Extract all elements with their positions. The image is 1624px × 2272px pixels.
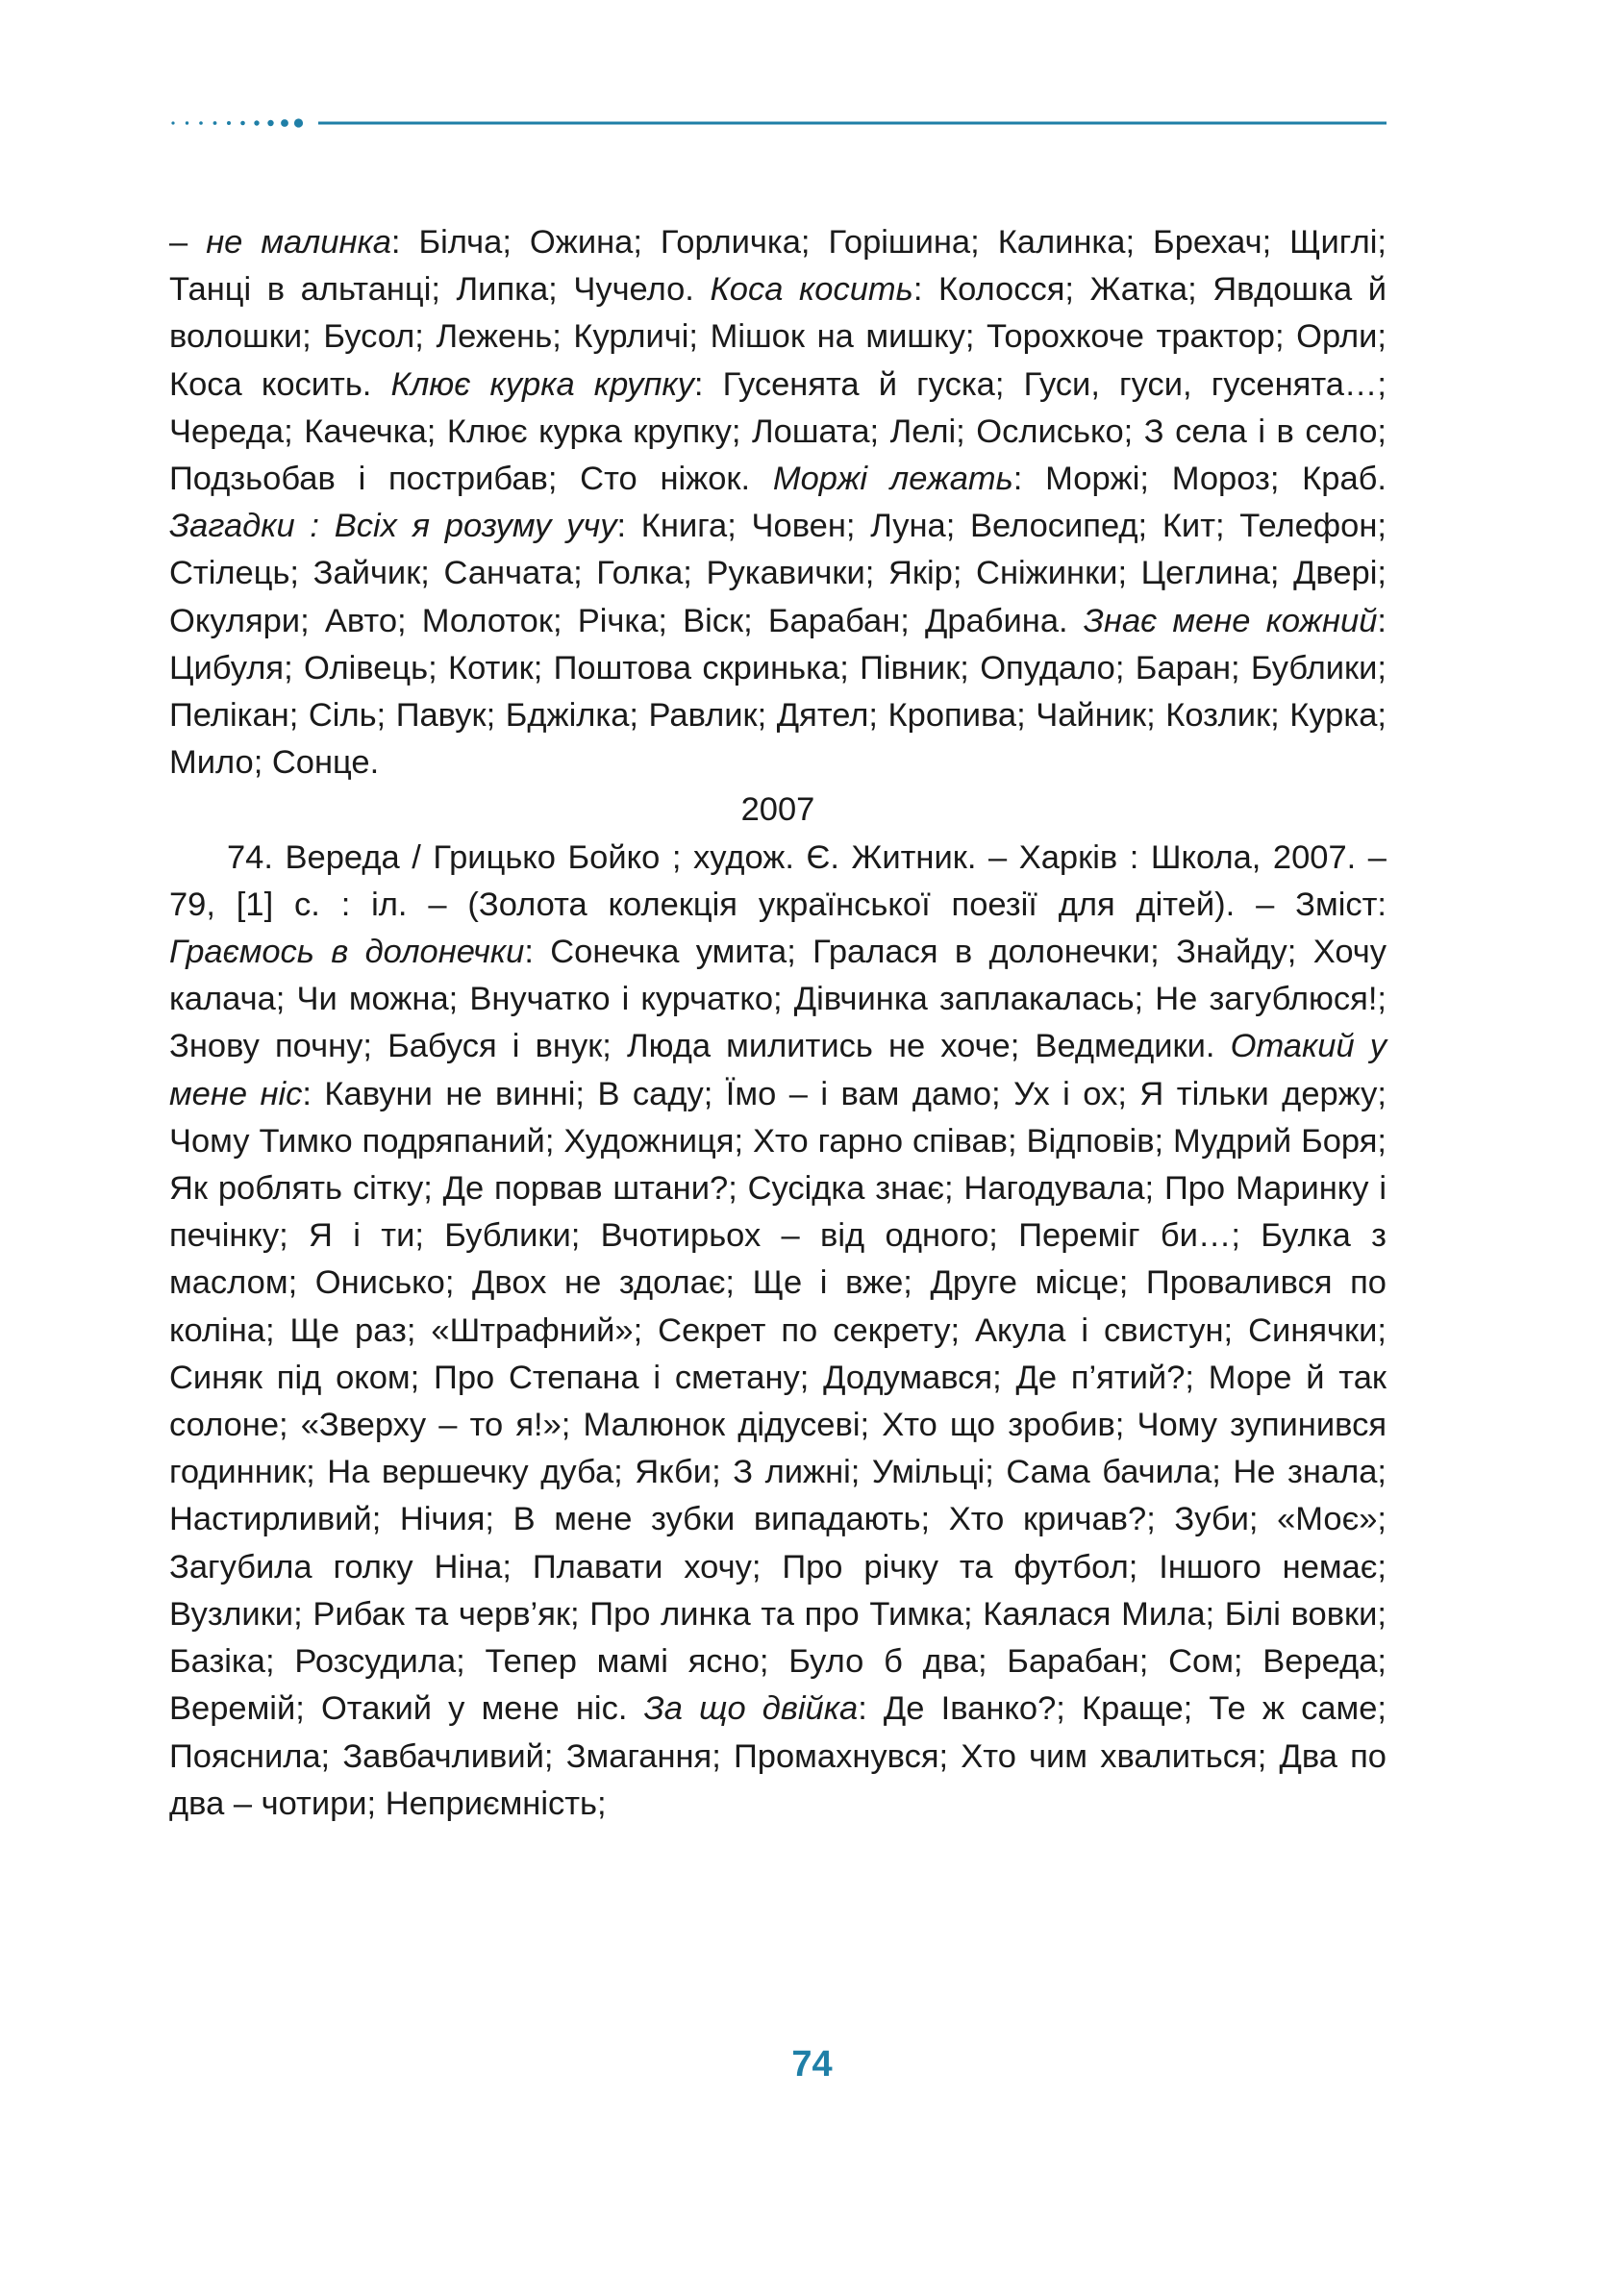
page-number: 74 xyxy=(791,2044,833,2085)
text-run: : Колосся; Жатка; Явдошка й волошки; Бусол; Лежень; Курличі; Мішок на мишку; Торохкоче трактор; Орли; Коса косить. xyxy=(169,271,1387,403)
section-title: Загадки : Всіх я розуму учу xyxy=(169,508,617,545)
text-run: : Сонечка умита; Гралася в долонечки; Знайду; Хочу калача; Чи можна; Внучатко і курчатко; Дівчинка заплакалась; Не загублюся!; Знову почну; Бабуся і внук; Люда милитись не хоче; Ведмедики. xyxy=(169,934,1387,1065)
text-run: : Де Іванко?; Краще; Те ж саме; Пояснила; Завбачливий; Змагання; Промахнувся; Хто чим хвалиться; Два по два – чотири; Неприємність; xyxy=(169,1690,1387,1822)
year-heading: 2007 xyxy=(740,791,815,829)
decorative-dot xyxy=(254,120,259,125)
header-dotted-rule xyxy=(169,117,1387,129)
entry-73-tail xyxy=(169,219,1387,786)
decorative-dot xyxy=(267,120,273,126)
section-title: не малинка xyxy=(206,224,391,261)
entry-74 xyxy=(169,835,1387,1828)
text-run: – xyxy=(169,224,207,261)
section-title: За що двійка xyxy=(643,1690,859,1728)
page-body xyxy=(169,219,1387,1828)
section-title: Коса косить xyxy=(710,271,913,309)
decorative-dot xyxy=(213,121,217,125)
text-run: : Білча; Ожина; Горличка; Горішина; Калинка; Брехач; Щиглі; Танці в альтанці; Липка; Чучело. xyxy=(169,224,1387,309)
decorative-dot xyxy=(281,119,288,127)
section-title: Граємось в долонечки xyxy=(169,934,525,971)
section-title: Отакий у мене ніс xyxy=(169,1028,1387,1112)
decorative-dot xyxy=(294,118,303,127)
text-run: : Гусенята й гуска; Гуси, гуси, гусенята…; Череда; Качечка; Клює курка крупку; Лошата; Лелі; Ослисько; З села і в село; Подзьобав і пострибав; Сто ніжок. xyxy=(169,365,1387,498)
text-run: : Кавуни не винні; В саду; Їмо – і вам дамо; Ух і ох; Я тільки держу; Чому Тимко подряпаний; Художниця; Хто гарно співав; Відповів; Мудрий Боря; Як роблять сітку; Де порвав штани?; Сусідка знає; Нагодувала; Про Маринку і печінку; Я і ти; Бублики; Вчотирьох – від одного; Переміг би…; Булка з маслом; Онисько; Двох не здолає; Ще і вже; Друге місце; Провалився по коліна; Ще раз; «Штрафний»; Секрет по секрету; Акула і свистун; Синячки; Синяк під оком; Про Степана і сметану; Додумався; Де п’ятий?; Море й так солоне; «Зверху – то я!»; Малюнок дідусеві; Хто що зробив; Чому зупинився годинник; На вершечку дуба; Якби; З лижні; Умільці; Сама бачила; Не знала; Настирливий; Нічия; В мене зубки випадають; Хто кричав?; Зуби; «Моє»; Загубила голку Ніна; Плавати хочу; Про річку та футбол; Іншого немає; Вузлики; Рибак та черв’як; Про линка та про Тимка; Каялася Мила; Білі вовки; Базіка; Розсудила; Тепер мамі ясно; Було б два; Барабан; Сом; Вереда; Веремій; Отакий у мене ніс. xyxy=(169,1075,1387,1728)
section-title: Моржі лежать xyxy=(772,461,1013,498)
text-run: : Моржі; Мороз; Краб. xyxy=(1012,461,1387,498)
decorative-dot xyxy=(227,121,231,125)
section-title: Клює курка крупку xyxy=(390,365,694,403)
section-title: Знає мене кожний xyxy=(1083,602,1378,639)
decorative-dot xyxy=(171,121,174,124)
text-run: 74. Вереда / Грицько Бойко ; худож. Є. Житник. – Харків : Школа, 2007. – 79, [1] с. : іл. – (Золота колекція української поезії для дітей). – Зміст: xyxy=(169,838,1387,923)
text-run: : Книга; Човен; Луна; Велосипед; Кит; Телефон; Стілець; Зайчик; Санчата; Голка; Рукавички; Якір; Сніжинки; Цеглина; Двері; Окуляри; Авто; Молоток; Річка; Віск; Барабан; Драбина. xyxy=(169,508,1387,639)
decorative-dot xyxy=(199,121,203,125)
decorative-dot xyxy=(186,121,188,124)
decorative-dot xyxy=(240,121,245,126)
text-run: : Цибуля; Олівець; Котик; Поштова скринька; Півник; Опудало; Баран; Бублики; Пелікан; Сіль; Павук; Бджілка; Равлик; Дятел; Кропива; Чайник; Козлик; Курка; Мило; Сонце. xyxy=(169,602,1387,782)
